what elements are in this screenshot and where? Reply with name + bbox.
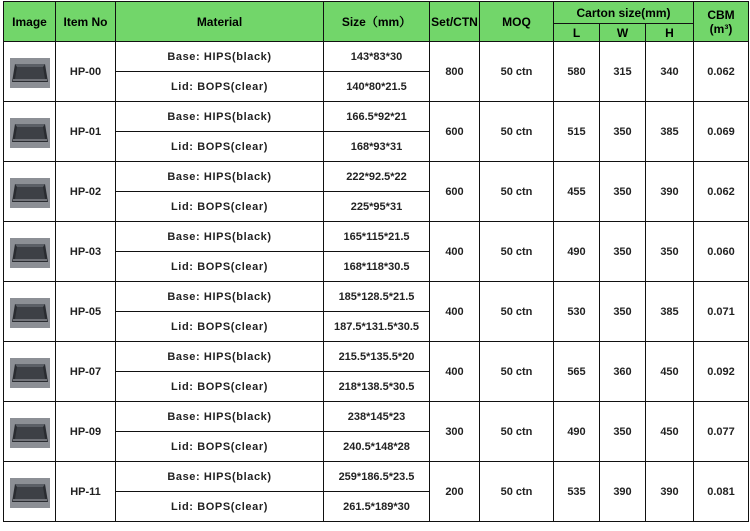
table-row bbox=[4, 462, 749, 492]
carton-width-cell: 315 bbox=[600, 42, 646, 102]
product-image bbox=[4, 462, 56, 522]
lid-material-cell: Lid: BOPS(clear) bbox=[116, 312, 324, 342]
header-length: L bbox=[554, 24, 600, 42]
base-size-cell: 143*83*30 bbox=[324, 42, 430, 72]
product-image bbox=[4, 102, 56, 162]
base-material-cell: Base: HIPS(black) bbox=[116, 42, 324, 72]
base-size-cell: 185*128.5*21.5 bbox=[324, 282, 430, 312]
moq-cell: 50 ctn bbox=[480, 102, 554, 162]
product-image bbox=[4, 42, 56, 102]
base-material-cell: Base: HIPS(black) bbox=[116, 222, 324, 252]
carton-width-cell: 390 bbox=[600, 462, 646, 522]
carton-height-cell: 390 bbox=[646, 462, 694, 522]
carton-height-cell: 385 bbox=[646, 282, 694, 342]
base-size-cell: 165*115*21.5 bbox=[324, 222, 430, 252]
item-no-cell: HP-02 bbox=[56, 162, 116, 222]
item-no-cell: HP-07 bbox=[56, 342, 116, 402]
set-ctn-cell: 300 bbox=[430, 402, 480, 462]
lid-size-cell: 225*95*31 bbox=[324, 192, 430, 222]
product-spec-table bbox=[3, 1, 749, 522]
tray-image-icon bbox=[4, 290, 55, 334]
carton-height-cell: 350 bbox=[646, 222, 694, 282]
set-ctn-cell: 400 bbox=[430, 342, 480, 402]
tray-image-icon bbox=[4, 470, 55, 514]
table-row bbox=[4, 282, 749, 312]
tray-image-icon bbox=[4, 170, 55, 214]
carton-length-cell: 455 bbox=[554, 162, 600, 222]
header-item-no: Item No bbox=[56, 2, 116, 42]
set-ctn-cell: 200 bbox=[430, 462, 480, 522]
header-cbm-label: CBM bbox=[707, 7, 735, 22]
carton-length-cell: 530 bbox=[554, 282, 600, 342]
item-no-cell: HP-11 bbox=[56, 462, 116, 522]
product-image bbox=[4, 162, 56, 222]
cbm-cell: 0.062 bbox=[694, 42, 749, 102]
carton-length-cell: 490 bbox=[554, 402, 600, 462]
base-size-cell: 166.5*92*21 bbox=[324, 102, 430, 132]
base-material-cell: Base: HIPS(black) bbox=[116, 282, 324, 312]
lid-material-cell: Lid: BOPS(clear) bbox=[116, 72, 324, 102]
item-no-cell: HP-05 bbox=[56, 282, 116, 342]
cbm-cell: 0.092 bbox=[694, 342, 749, 402]
header-width: W bbox=[600, 24, 646, 42]
tray-image-icon bbox=[4, 350, 55, 394]
tray-image-icon bbox=[4, 410, 55, 454]
tray-image-icon bbox=[4, 50, 55, 94]
header-set-ctn: Set/CTN bbox=[430, 2, 480, 42]
base-material-cell: Base: HIPS(black) bbox=[116, 162, 324, 192]
header-size: Size（mm） bbox=[324, 2, 430, 42]
moq-cell: 50 ctn bbox=[480, 282, 554, 342]
cbm-cell: 0.077 bbox=[694, 402, 749, 462]
moq-cell: 50 ctn bbox=[480, 342, 554, 402]
header-carton-size: Carton size(mm) bbox=[554, 2, 694, 24]
set-ctn-cell: 400 bbox=[430, 282, 480, 342]
carton-width-cell: 350 bbox=[600, 222, 646, 282]
carton-width-cell: 350 bbox=[600, 162, 646, 222]
base-material-cell: Base: HIPS(black) bbox=[116, 402, 324, 432]
item-no-cell: HP-00 bbox=[56, 42, 116, 102]
lid-size-cell: 218*138.5*30.5 bbox=[324, 372, 430, 402]
carton-width-cell: 350 bbox=[600, 282, 646, 342]
item-no-cell: HP-03 bbox=[56, 222, 116, 282]
cbm-cell: 0.062 bbox=[694, 162, 749, 222]
header-material: Material bbox=[116, 2, 324, 42]
moq-cell: 50 ctn bbox=[480, 222, 554, 282]
cbm-cell: 0.069 bbox=[694, 102, 749, 162]
set-ctn-cell: 400 bbox=[430, 222, 480, 282]
carton-height-cell: 390 bbox=[646, 162, 694, 222]
header-image: Image bbox=[4, 2, 56, 42]
table-row bbox=[4, 402, 749, 432]
carton-length-cell: 580 bbox=[554, 42, 600, 102]
base-material-cell: Base: HIPS(black) bbox=[116, 342, 324, 372]
product-image bbox=[4, 282, 56, 342]
lid-material-cell: Lid: BOPS(clear) bbox=[116, 432, 324, 462]
header-height: H bbox=[646, 24, 694, 42]
item-no-cell: HP-09 bbox=[56, 402, 116, 462]
tray-image-icon bbox=[4, 110, 55, 154]
lid-size-cell: 261.5*189*30 bbox=[324, 492, 430, 522]
table-row bbox=[4, 42, 749, 72]
header-moq: MOQ bbox=[480, 2, 554, 42]
carton-width-cell: 350 bbox=[600, 102, 646, 162]
base-size-cell: 222*92.5*22 bbox=[324, 162, 430, 192]
table-row bbox=[4, 162, 749, 192]
moq-cell: 50 ctn bbox=[480, 402, 554, 462]
table-row bbox=[4, 222, 749, 252]
product-image bbox=[4, 222, 56, 282]
base-material-cell: Base: HIPS(black) bbox=[116, 102, 324, 132]
lid-material-cell: Lid: BOPS(clear) bbox=[116, 252, 324, 282]
cbm-cell: 0.060 bbox=[694, 222, 749, 282]
tray-image-icon bbox=[4, 230, 55, 274]
set-ctn-cell: 800 bbox=[430, 42, 480, 102]
carton-height-cell: 385 bbox=[646, 102, 694, 162]
item-no-cell: HP-01 bbox=[56, 102, 116, 162]
header-cbm bbox=[694, 2, 749, 42]
carton-length-cell: 565 bbox=[554, 342, 600, 402]
lid-size-cell: 240.5*148*28 bbox=[324, 432, 430, 462]
lid-size-cell: 187.5*131.5*30.5 bbox=[324, 312, 430, 342]
carton-height-cell: 450 bbox=[646, 402, 694, 462]
carton-width-cell: 350 bbox=[600, 402, 646, 462]
set-ctn-cell: 600 bbox=[430, 102, 480, 162]
lid-size-cell: 168*118*30.5 bbox=[324, 252, 430, 282]
moq-cell: 50 ctn bbox=[480, 462, 554, 522]
table-row bbox=[4, 102, 749, 132]
base-size-cell: 259*186.5*23.5 bbox=[324, 462, 430, 492]
carton-length-cell: 515 bbox=[554, 102, 600, 162]
lid-material-cell: Lid: BOPS(clear) bbox=[116, 192, 324, 222]
lid-material-cell: Lid: BOPS(clear) bbox=[116, 372, 324, 402]
base-material-cell: Base: HIPS(black) bbox=[116, 462, 324, 492]
product-image bbox=[4, 402, 56, 462]
lid-material-cell: Lid: BOPS(clear) bbox=[116, 132, 324, 162]
cbm-cell: 0.081 bbox=[694, 462, 749, 522]
header-cbm-unit: (m³) bbox=[709, 21, 733, 36]
table-row bbox=[4, 342, 749, 372]
cbm-cell: 0.071 bbox=[694, 282, 749, 342]
product-image bbox=[4, 342, 56, 402]
base-size-cell: 215.5*135.5*20 bbox=[324, 342, 430, 372]
lid-size-cell: 168*93*31 bbox=[324, 132, 430, 162]
carton-length-cell: 535 bbox=[554, 462, 600, 522]
carton-length-cell: 490 bbox=[554, 222, 600, 282]
carton-height-cell: 450 bbox=[646, 342, 694, 402]
lid-size-cell: 140*80*21.5 bbox=[324, 72, 430, 102]
set-ctn-cell: 600 bbox=[430, 162, 480, 222]
moq-cell: 50 ctn bbox=[480, 162, 554, 222]
carton-width-cell: 360 bbox=[600, 342, 646, 402]
carton-height-cell: 340 bbox=[646, 42, 694, 102]
moq-cell: 50 ctn bbox=[480, 42, 554, 102]
lid-material-cell: Lid: BOPS(clear) bbox=[116, 492, 324, 522]
base-size-cell: 238*145*23 bbox=[324, 402, 430, 432]
